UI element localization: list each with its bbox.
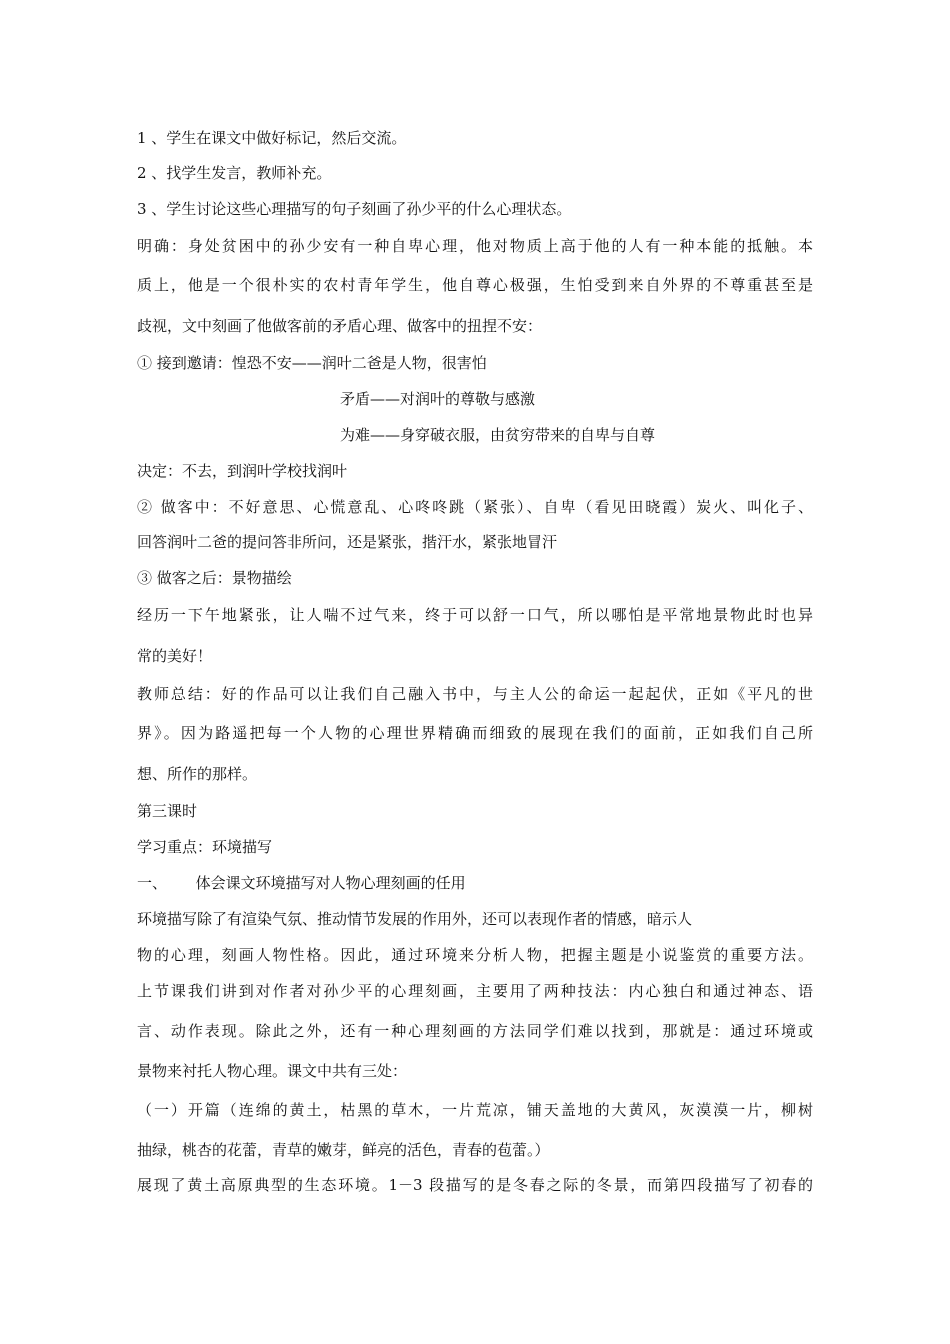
lesson-review-line-2: 言、动作表现。除此之外，还有一种心理刻画的方法同学们难以找到，那就是：通过环境或 — [137, 1022, 813, 1040]
teacher-summary-line-2: 界》。因为路遥把每一个人物的心理世界精确而细致的展现在我们的面前，正如我们自己所 — [137, 724, 813, 742]
opening-scenery-line-2: 抽绿，桃杏的花蕾，青草的嫩芽，鲜亮的活色，青春的苞蕾。） — [137, 1141, 550, 1159]
environment-paragraph-line-2: 物的心理，刻画人物性格。因此，通过环境来分析人物，把握主题是小说鉴赏的重要方法。 — [137, 946, 813, 964]
opening-scenery-line-1: （一）开篇（连绵的黄土，枯黑的草木，一片荒凉，铺天盖地的大黄风，灰漠漠一片，柳树 — [137, 1101, 813, 1119]
teacher-summary-line-1: 教师总结：好的作品可以让我们自己融入书中，与主人公的命运一起起伏，正如《平凡的世 — [137, 685, 813, 703]
visiting-item-line-1: ② 做客中：不好意思、心慌意乱、心咚咚跳（紧张）、自卑（看见田晓霞）炭火、叫化子、 — [137, 498, 813, 516]
lesson-review-line-3: 景物来衬托人物心理。课文中共有三处： — [137, 1062, 408, 1080]
after-visit-item: ③ 做客之后：景物描绘 — [137, 569, 292, 587]
environment-paragraph-line-1: 环境描写除了有渲染气氛、推动情节发展的作用外，还可以表现作者的情感，暗示人 — [137, 910, 693, 928]
step-1-line: 1 、学生在课文中做好标记，然后交流。 — [137, 129, 407, 147]
conflict-subitem: 矛盾——对润叶的尊敬与感激 — [340, 390, 536, 408]
step-3-line: 3 、学生讨论这些心理描写的句子刻画了孙少平的什么心理状态。 — [137, 200, 572, 218]
lesson-review-line-1: 上节课我们讲到对作者对孙少平的心理刻画，主要用了两种技法：内心独白和通过神态、语 — [137, 982, 813, 1000]
teacher-summary-line-3: 想、所作的那样。 — [137, 765, 258, 783]
loess-plateau-line: 展现了黄土高原典型的生态环境。1－3 段描写的是冬春之际的冬景，而第四段描写了初春的 — [137, 1176, 813, 1194]
section-one-heading: 一、 体会课文环境描写对人物心理刻画的任用 — [137, 874, 466, 892]
visiting-item-line-2: 回答润叶二爸的提问答非所问，还是紧张，揩汗水，紧张地冒汗 — [137, 533, 558, 551]
invitation-item: ① 接到邀请：惶恐不安——润叶二爸是人物，很害怕 — [137, 354, 487, 372]
scenery-paragraph-line-2: 常的美好！ — [137, 647, 213, 665]
decision-line: 决定：不去，到润叶学校找润叶 — [137, 462, 348, 480]
clarify-paragraph-line-2: 质上，他是一个很朴实的农村青年学生，他自尊心极强，生怕受到来自外界的不尊重甚至是 — [137, 276, 813, 294]
clarify-paragraph-line-3: 歧视，文中刻画了他做客前的矛盾心理、做客中的扭捏不安： — [137, 317, 543, 335]
clarify-paragraph-line-1: 明确：身处贫困中的孙少安有一种自卑心理，他对物质上高于他的人有一种本能的抵触。本 — [137, 237, 813, 255]
step-2-line: 2 、找学生发言，教师补充。 — [137, 164, 332, 182]
scenery-paragraph-line-1: 经历一下午地紧张，让人喘不过气来，终于可以舒一口气，所以哪怕是平常地景物此时也异 — [137, 606, 813, 624]
lesson-three-heading: 第三课时 — [137, 802, 198, 820]
difficulty-subitem: 为难——身穿破衣服，由贫穷带来的自卑与自尊 — [340, 426, 656, 444]
learning-focus-line: 学习重点：环境描写 — [137, 838, 273, 856]
